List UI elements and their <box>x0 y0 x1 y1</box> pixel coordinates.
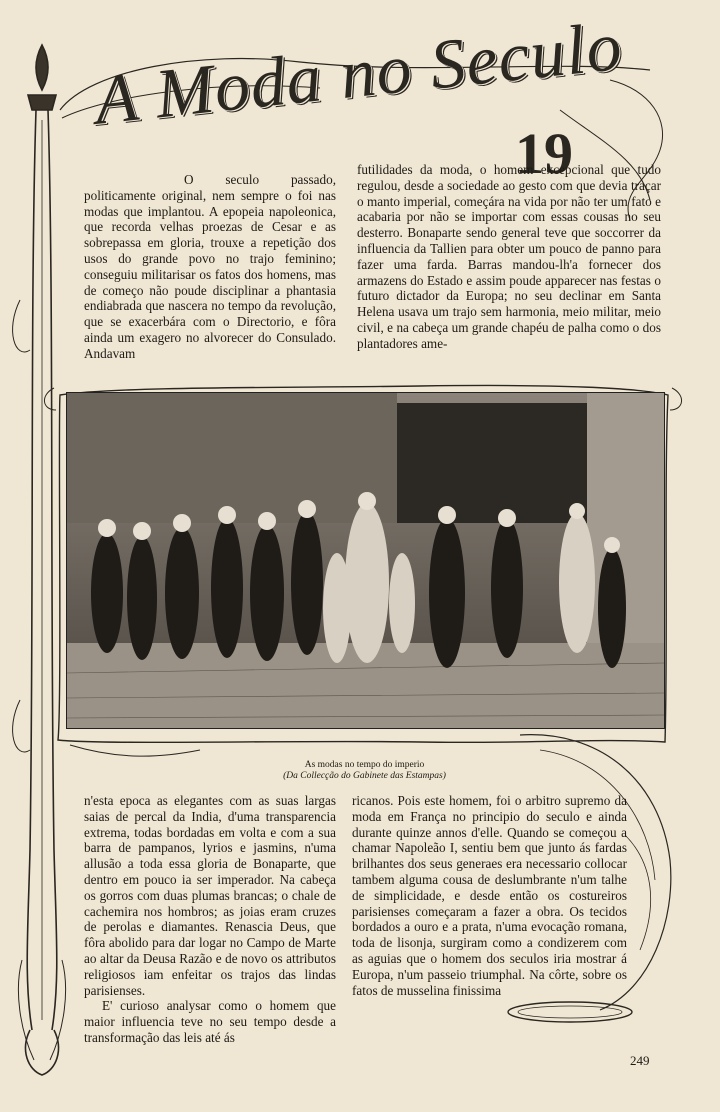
column-2-text: futilidades da moda, o homem excepcional que tudo regulou, desde a sociedade ao gesto com que devia traçar o manto imperial, começára na vida por não ter um fato e acabaria por não se importar com essas cousas no seu desterro. Bonaparte sendo general teve que soccorrer da influencia da Tallien para obter um pouco de panno para fazer uma farda. Barras mandou-lh'a fornecer dos armazens do Estado e assim poude apparecer nas festas o futuro dictador da Europa; no seu declinar em Santa Helena usava um trajo sem harmonia, meio militar, meio civil, e na cabeça um grande chapéu de palha como o dos plantadores ame- <box>357 162 661 351</box>
engraving-illustration <box>66 392 665 729</box>
article-title <box>90 7 675 186</box>
title-text: A Moda no Seculo <box>90 7 626 140</box>
column-3-paragraph-2: E' curioso analysar como o homem que maior influencia teve no seu tempo desde a transformação das leis até ás <box>84 998 336 1045</box>
figure-caption <box>66 760 663 782</box>
column-2 <box>357 162 661 352</box>
caption-source: (Da Collecção do Gabinete das Estampas) <box>283 771 446 781</box>
caption-title: As modas no tempo do imperio <box>304 760 425 770</box>
column-4-text: ricanos. Pois este homem, foi o arbitro supremo da moda em França no principio do seculo e ainda durante quinze annos d'elle. Quando se começou a chamar Napoleão I, sentiu bem que junto ás fardas brilhantes dos seus generaes era necessario collocar tambem alguma cousa de deslumbrante n'um talhe de simplicidade, e desde então os costureiros parisienses começaram a fazer a obra. Os tecidos bordados a ouro e a prata, n'uma evocação romana, toda de lisonja, surgiram como a condizerem com as aguias que o homem dos seculos iria mostrar á Europa, n'um passeio triumphal. Na côrte, sobre os fatos de musselina finissima <box>352 793 627 998</box>
street-scene-engraving <box>67 393 664 728</box>
column-1-text: O seculo passado, politicamente original, nem sempre o foi nas modas que implantou. A epopeia napoleonica, que recorda velhas proezas de Cesar e as sobrepassa em gloria, trouxe a repetição dos usos do grande povo no trajo feminino; conseguiu militarisar os fatos dos homens, mas de começo não poude disciplinar a phantasia endiabrada que nascera no tempo da revolução, que se exacerbára com o Directorio, e fôra ainda um exagero no alvorecer do Consulado. Andavam <box>84 172 336 361</box>
page-number: 249 <box>630 1053 650 1068</box>
column-4 <box>352 793 627 998</box>
column-3-paragraph-1: n'esta epoca as elegantes com as suas largas saias de percal da India, d'uma transparencia extrema, todas bordadas em volta e com a sua barra de pampanos, lyrios e jasmins, n'uma allusão a toda essa gloria de Bonaparte, que dentro em pouco ia ser imperador. Na cabeça os gorros com duas plumas brancas; o chale de cachemira nos hombros; as joias eram cruzes de perolas e diamantes. Renascia Deus, que fôra abolido para dar logar no Campo de Marte ao altar da Deusa Razão e de novo os attributos religiosos iam enfeitar os trajos das lindas parisienses. <box>84 793 336 998</box>
column-1 <box>84 172 336 362</box>
title-number: 19 <box>515 121 573 186</box>
column-3 <box>84 793 336 1046</box>
